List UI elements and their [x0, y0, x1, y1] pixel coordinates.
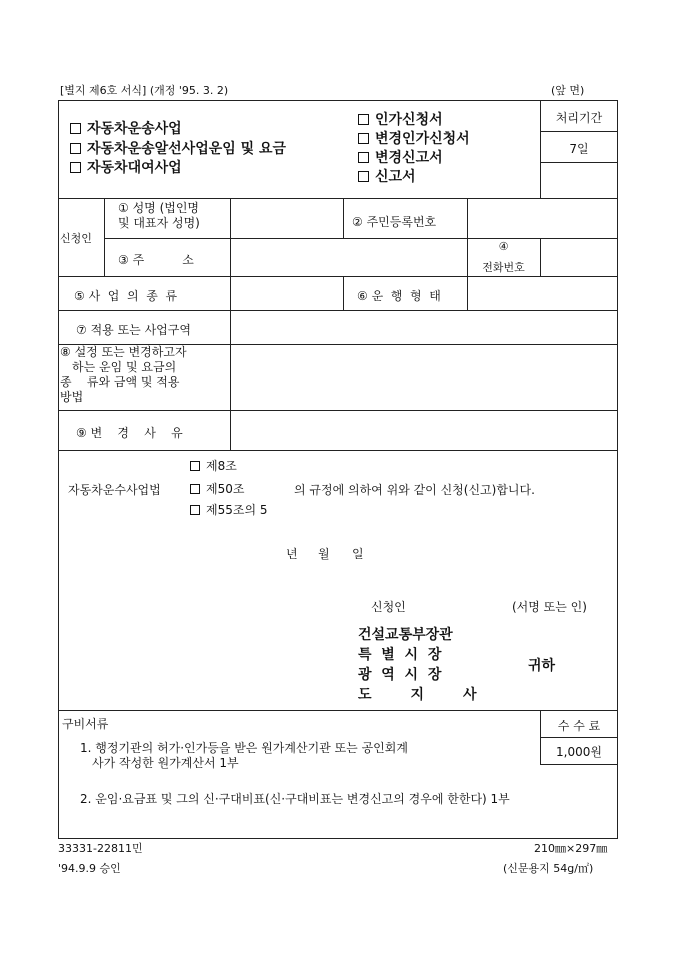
recipient-metro-mayor: 특 별 시 장 [358, 647, 442, 663]
fee-label: 수 수 료 [557, 719, 601, 733]
date-year: 년 [286, 547, 298, 561]
article-option-2[interactable]: 제50조 [190, 480, 244, 497]
article-option-3[interactable]: 제55조의 5 [190, 501, 268, 518]
address-input[interactable] [232, 240, 465, 274]
date-day: 일 [352, 547, 364, 561]
fare-description-label: ⑧ 설정 또는 변경하고자 하는 운임 및 요금의 종 류와 금액 및 적용 방법 [60, 345, 187, 404]
operation-type-input[interactable] [469, 278, 616, 308]
phone-input[interactable] [542, 240, 616, 274]
processing-period-value: 7일 [569, 142, 589, 156]
resident-number-label: ② 주민등록번호 [352, 215, 437, 229]
approval-date: '94.9.9 승인 [58, 862, 121, 875]
resident-number-input[interactable] [469, 200, 616, 236]
change-reason-input[interactable] [232, 412, 616, 448]
checkbox-icon[interactable] [358, 152, 369, 163]
checkbox-icon[interactable] [70, 162, 81, 173]
recipient-list [358, 625, 478, 705]
recipient-city-mayor: 광 역 시 장 [358, 667, 442, 683]
business-kind-input[interactable] [232, 278, 341, 308]
form-reference: [별지 제6호 서식] (개정 '95. 3. 2) [60, 84, 229, 97]
business-type-option-1[interactable]: 자동차운송사업 [70, 121, 182, 139]
applicant-label: 신청인 [60, 232, 92, 245]
change-reason-label: ⑨ 변 경 사 유 [76, 426, 183, 440]
name-input[interactable] [232, 200, 341, 236]
declaration-text: 의 규정에 의하여 위와 같이 신청(신고)합니다. [294, 483, 535, 497]
addressee-honorific: 귀하 [528, 658, 556, 674]
attachment-item-2: 2. 운임·요금표 및 그의 신·구대비표(신·구대비표는 변경신고의 경우에 한한다) 1부 [80, 792, 510, 806]
paper-spec: (신문용지 54g/㎡) [503, 862, 594, 875]
processing-period-label: 처리기간 [555, 111, 603, 125]
paper-size: 210㎜×297㎜ [534, 842, 608, 855]
request-type-option-2[interactable]: 변경인가신청서 [358, 131, 470, 149]
fare-description-input[interactable] [232, 346, 616, 408]
attachment-item-1: 1. 행정기관의 허가·인가등을 받은 원가계산기관 또는 공인회계 사가 작성한 원가계산서 1부 [80, 741, 408, 770]
name-label: ① 성명 (법인명 및 대표자 성명) [118, 201, 200, 230]
checkbox-icon[interactable] [358, 114, 369, 125]
checkbox-icon[interactable] [190, 461, 200, 471]
fee-value: 1,000원 [556, 745, 602, 759]
phone-number-marker: ④ [498, 240, 509, 253]
recipient-governor: 도 지 사 [358, 687, 477, 703]
service-area-label: ⑦ 적용 또는 사업구역 [76, 323, 191, 337]
attachments-label: 구비서류 [62, 717, 109, 731]
business-type-option-3[interactable]: 자동차대여사업 [70, 160, 182, 178]
checkbox-icon[interactable] [70, 123, 81, 134]
request-type-option-4[interactable]: 신고서 [358, 169, 416, 187]
request-type-option-1[interactable]: 인가신청서 [358, 112, 443, 130]
service-area-input[interactable] [232, 312, 616, 342]
signature-applicant-label: 신청인 [371, 600, 406, 614]
phone-label: 전화번호 [482, 261, 525, 274]
request-type-option-3[interactable]: 변경신고서 [358, 150, 443, 168]
checkbox-icon[interactable] [190, 484, 200, 494]
page-side-label: (앞 면) [551, 84, 585, 97]
checkbox-icon[interactable] [358, 171, 369, 182]
business-kind-label: ⑤ 사 업 의 종 류 [74, 289, 178, 303]
date-month: 월 [318, 547, 330, 561]
article-option-1[interactable]: 제8조 [190, 457, 237, 474]
law-name: 자동차운수사업법 [68, 483, 161, 497]
checkbox-icon[interactable] [70, 143, 81, 154]
form-code: 33331-22811민 [58, 842, 143, 855]
operation-type-label: ⑥ 운 행 형 태 [357, 289, 441, 303]
business-type-option-2[interactable]: 자동차운송알선사업운임 및 요금 [70, 141, 286, 159]
signature-note: (서명 또는 인) [512, 600, 587, 614]
recipient-minister: 건설교통부장관 [358, 627, 453, 643]
checkbox-icon[interactable] [358, 133, 369, 144]
address-label: ③ 주 소 [118, 253, 194, 267]
checkbox-icon[interactable] [190, 505, 200, 515]
